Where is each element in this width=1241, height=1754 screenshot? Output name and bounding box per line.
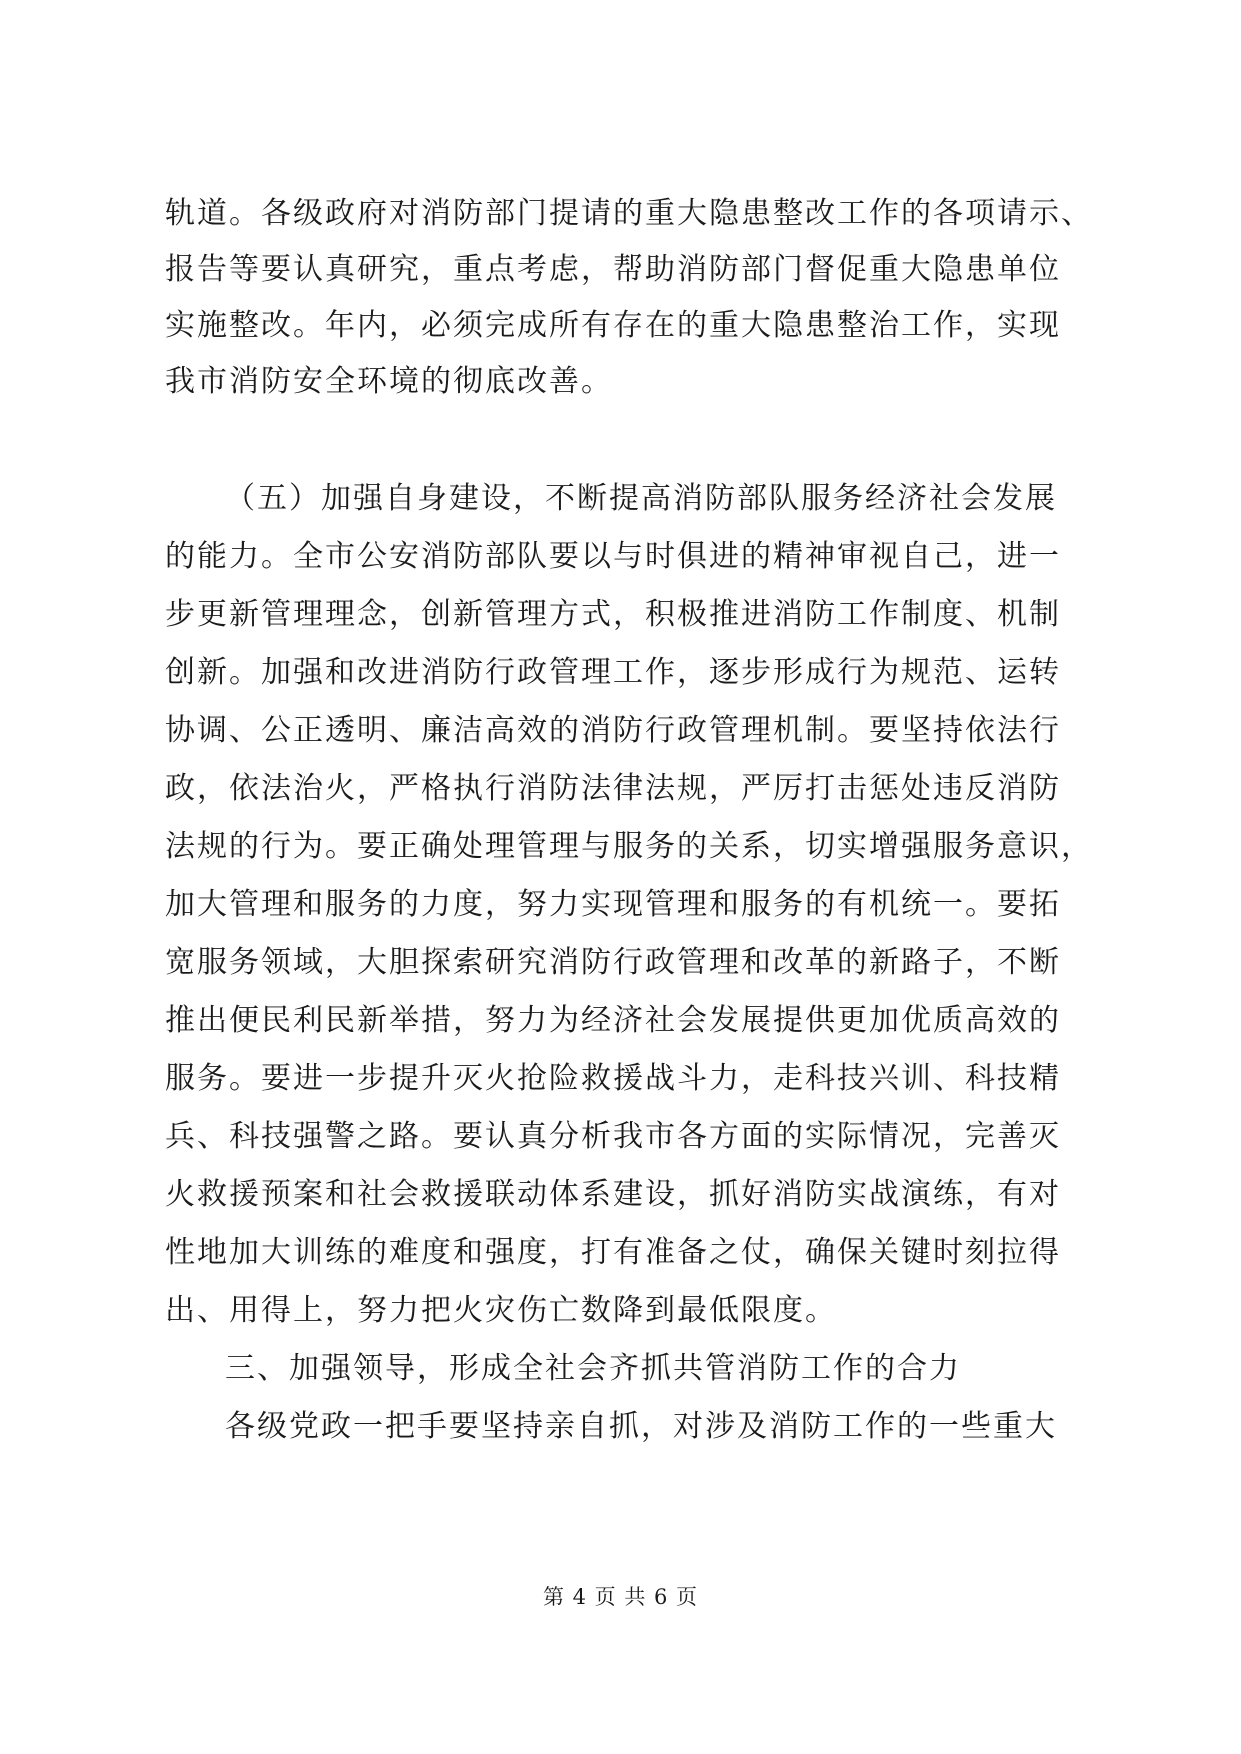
body-line-3: 实施整改。年内，必须完成所有存在的重大隐患整治工作，实现 bbox=[165, 308, 1061, 343]
body-line-10: 政，依法治火，严格执行消防法律法规，严厉打击惩处违反消防 bbox=[165, 771, 1061, 806]
body-line-4: 我市消防安全环境的彻底改善。 bbox=[165, 364, 613, 399]
body-line-11: 法规的行为。要正确处理管理与服务的关系，切实增强服务意识， bbox=[165, 829, 1093, 864]
body-line-17: 火救援预案和社会救援联动体系建设，抓好消防实战演练，有对 bbox=[165, 1177, 1061, 1212]
page-footer: 第 4 页 共 6 页 bbox=[542, 1585, 699, 1609]
body-line-16: 兵、科技强警之路。要认真分析我市各方面的实际情况，完善灭 bbox=[165, 1119, 1061, 1154]
body-line-19: 出、用得上，努力把火灾伤亡数降到最低限度。 bbox=[165, 1293, 837, 1328]
body-line-14: 推出便民利民新举措，努力为经济社会发展提供更加优质高效的 bbox=[165, 1003, 1061, 1038]
body-line-9: 协调、公正透明、廉洁高效的消防行政管理机制。要坚持依法行 bbox=[165, 713, 1061, 748]
section-heading-5: （五）加强自身建设，不断提高消防部队服务经济社会发展 bbox=[225, 481, 1057, 516]
body-line-15: 服务。要进一步提升灭火抢险救援战斗力，走科技兴训、科技精 bbox=[165, 1061, 1061, 1096]
body-line-8: 创新。加强和改进消防行政管理工作，逐步形成行为规范、运转 bbox=[165, 655, 1061, 690]
body-line-1: 轨道。各级政府对消防部门提请的重大隐患整改工作的各项请示、 bbox=[165, 196, 1093, 231]
body-line-2: 报告等要认真研究，重点考虑，帮助消防部门督促重大隐患单位 bbox=[165, 252, 1061, 287]
body-line-7: 步更新管理理念，创新管理方式，积极推进消防工作制度、机制 bbox=[165, 597, 1061, 632]
body-line-6: 的能力。全市公安消防部队要以与时俱进的精神审视自己，进一 bbox=[165, 539, 1061, 574]
body-line-18: 性地加大训练的难度和强度，打有准备之仗，确保关键时刻拉得 bbox=[165, 1235, 1061, 1270]
body-line-12: 加大管理和服务的力度，努力实现管理和服务的有机统一。要拓 bbox=[165, 887, 1061, 922]
body-line-21: 各级党政一把手要坚持亲自抓，对涉及消防工作的一些重大 bbox=[225, 1409, 1057, 1444]
body-line-13: 宽服务领域，大胆探索研究消防行政管理和改革的新路子，不断 bbox=[165, 945, 1061, 980]
section-heading-3: 三、加强领导，形成全社会齐抓共管消防工作的合力 bbox=[225, 1351, 961, 1386]
